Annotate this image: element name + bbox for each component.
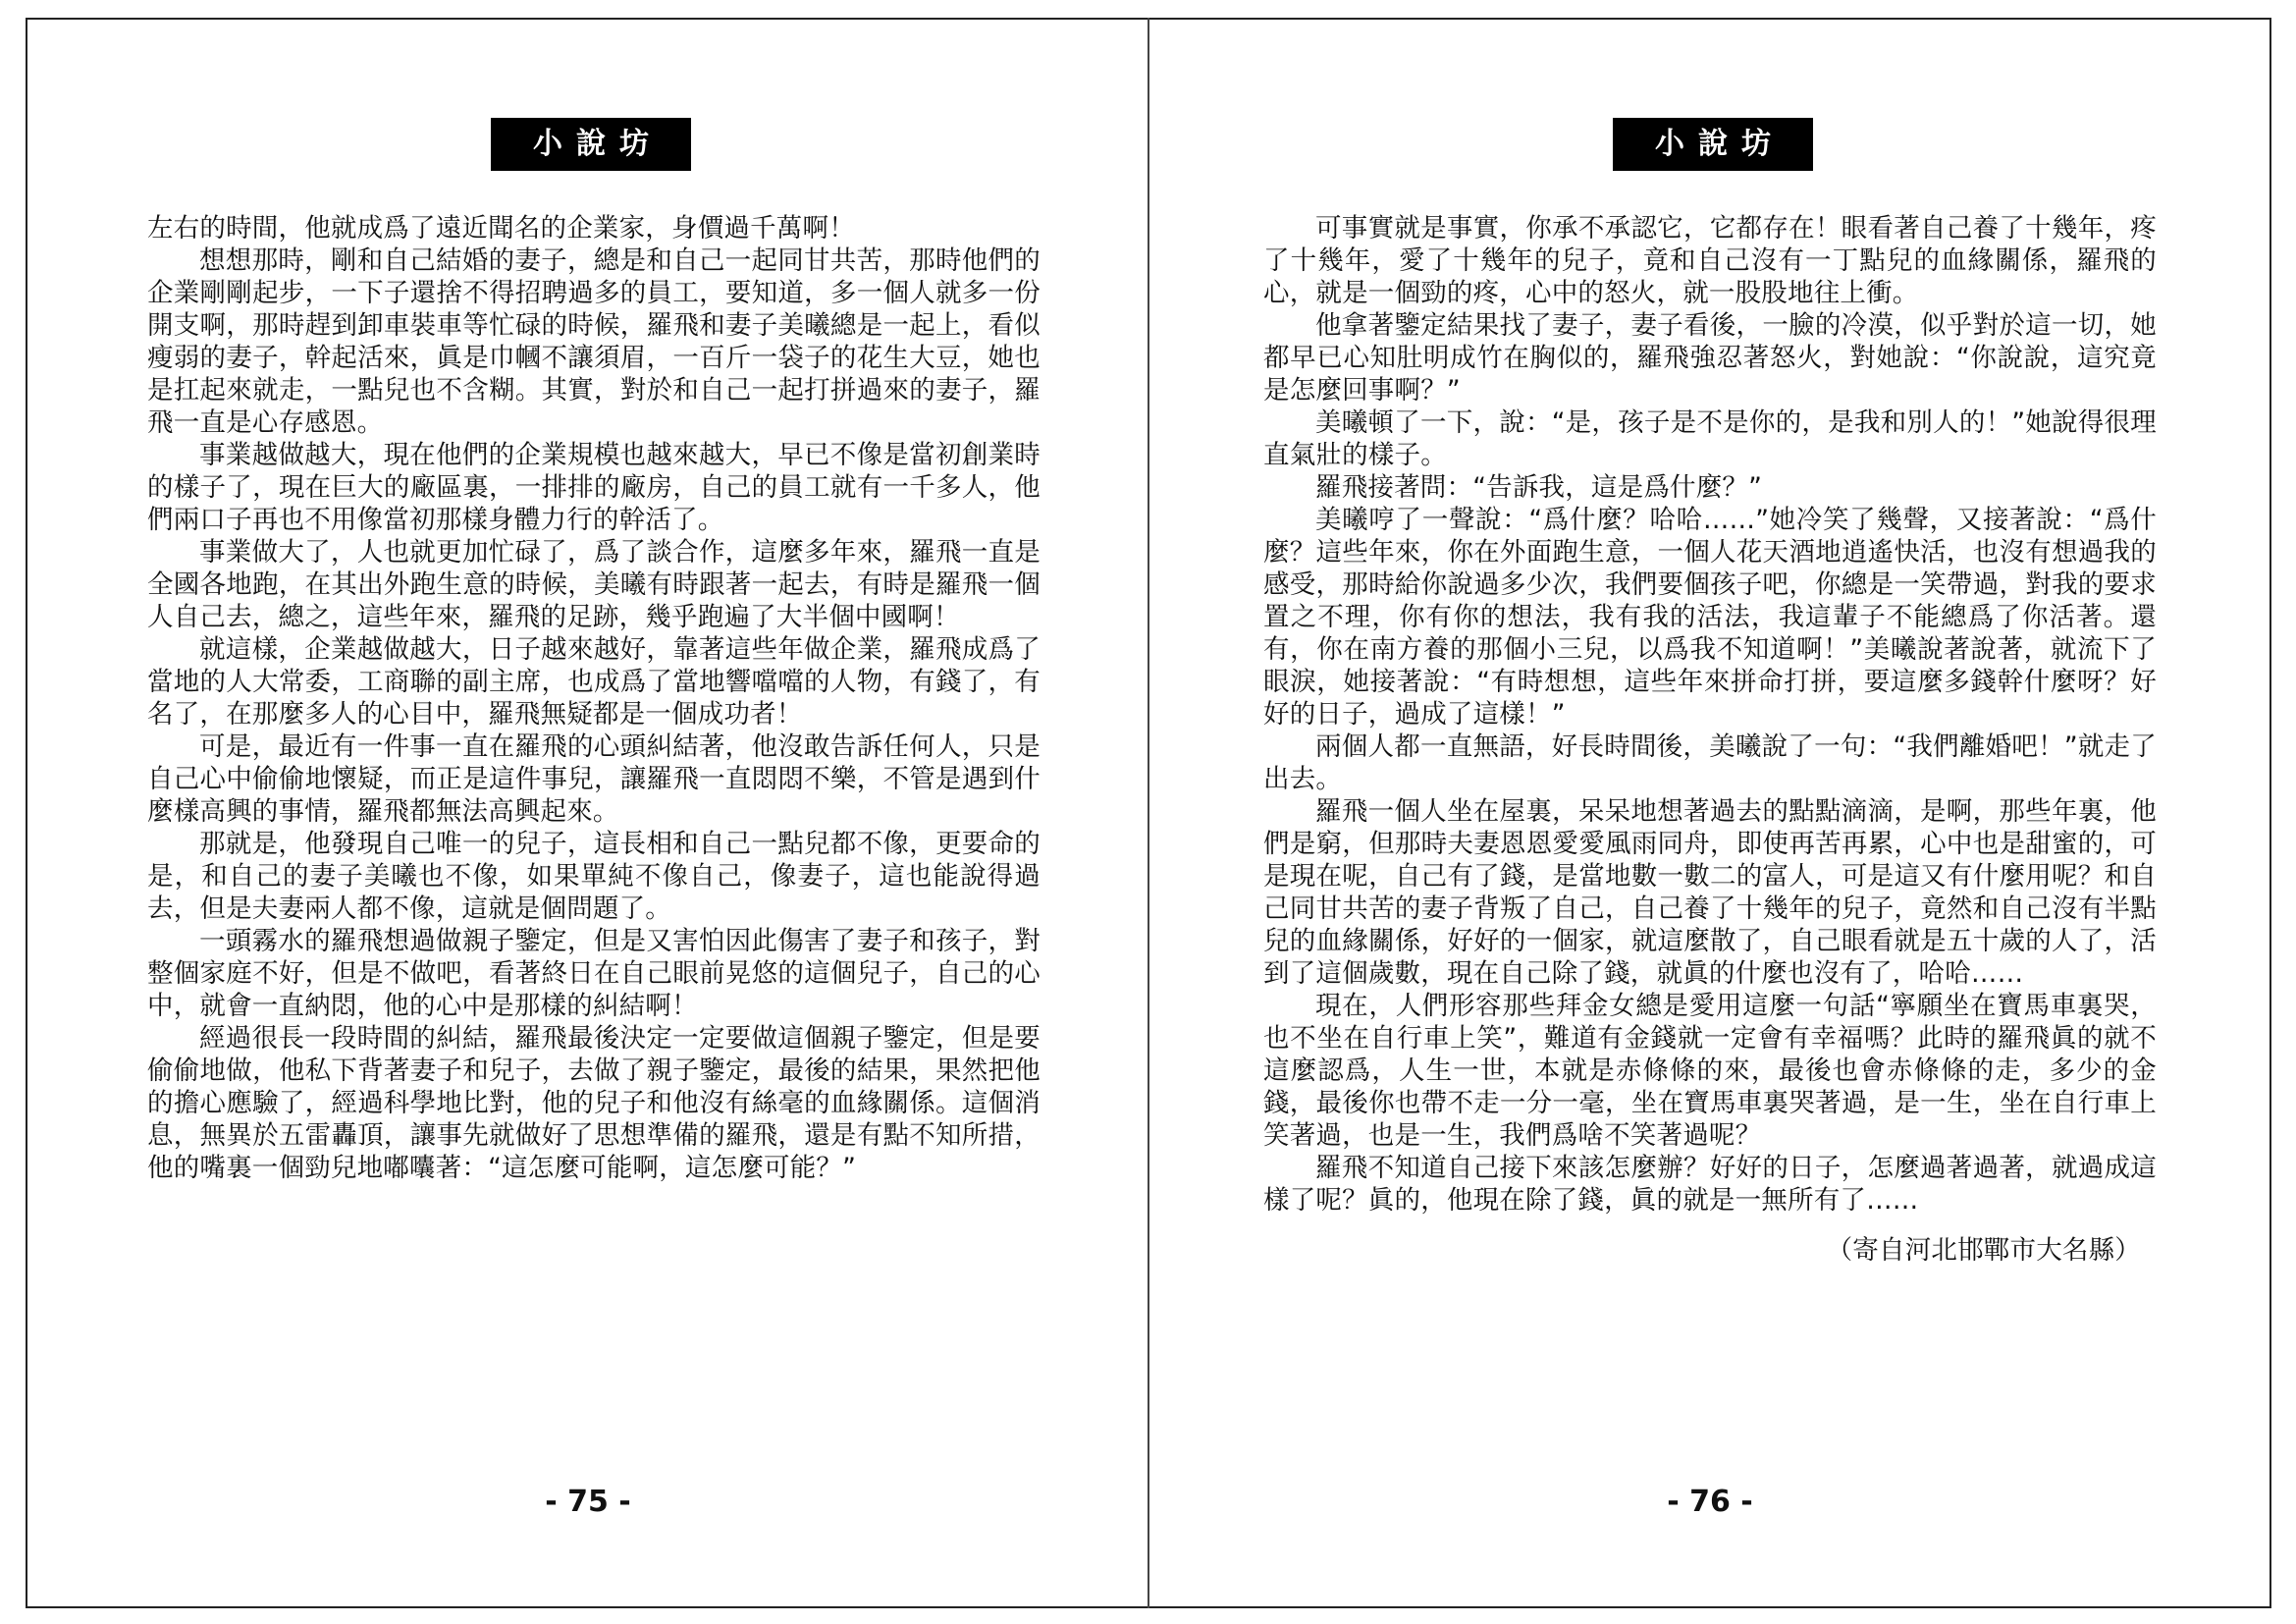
- paragraph: 羅飛不知道自己接下來該怎麼辦？好好的日子，怎麼過著過著，就過成這樣了呢？眞的，他現在除了錢，眞的就是一無所有了……: [1263, 1153, 2157, 1216]
- paragraph: 想想那時，剛和自己結婚的妻子，總是和自己一起同甘共苦，那時他們的企業剛剛起步，一下子還捨不得招聘過多的員工，要知道，多一個人就多一份開支啊，那時趕到卸車裝車等忙碌的時候，羅飛和妻子美曦總是一起上，看似瘦弱的妻子，幹起活來，眞是巾幗不讓須眉，一百斤一袋子的花生大豆，她也是扛起來就走，一點兒也不含糊。其實，對於和自己一起打拼過來的妻子，羅飛一直是心存感恩。: [147, 245, 1041, 438]
- paragraph: 那就是，他發現自己唯一的兒子，這長相和自己一點兒都不像，更要命的是，和自己的妻子美曦也不像，如果單純不像自己，像妻子，這也能說得過去，但是夫妻兩人都不像，這就是個問題了。: [147, 829, 1041, 924]
- article-body: [1263, 212, 2157, 1267]
- page-number: - 76 -: [1667, 1485, 1753, 1519]
- paragraph: 事業做大了，人也就更加忙碌了，爲了談合作，這麼多年來，羅飛一直是全國各地跑，在其出外跑生意的時候，美曦有時跟著一起去，有時是羅飛一個人自己去，總之，這些年來，羅飛的足跡，幾乎跑遍了大半個中國啊！: [147, 537, 1041, 632]
- right-page: [1149, 18, 2271, 1608]
- paragraph: 美曦哼了一聲說：“爲什麼？哈哈……”她冷笑了幾聲，又接著說：“爲什麼？這些年來，你在外面跑生意，一個人花天酒地逍遙快活，也沒有想過我的感受，那時給你說過多少次，我們要個孩子吧，你總是一笑帶過，對我的要求置之不理，你有你的想法，我有我的活法，我這輩子不能總爲了你活著。還有，你在南方養的那個小三兒，以爲我不知道啊！”美曦說著說著，就流下了眼淚，她接著說：“有時想想，這些年來拼命打拼，要這麼多錢幹什麼呀？好好的日子，過成了這樣！”: [1263, 505, 2157, 730]
- author-signature: （寄自河北邯鄲市大名縣）: [1826, 1235, 2141, 1266]
- paragraph: 他拿著鑒定結果找了妻子，妻子看後，一臉的冷漠，似乎對於這一切，她都早已心知肚明成竹在胸似的，羅飛強忍著怒火，對她說：“你說說，這究竟是怎麼回事啊？”: [1263, 310, 2157, 406]
- paragraph: 就這樣，企業越做越大，日子越來越好，靠著這些年做企業，羅飛成爲了當地的人大常委，工商聯的副主席，也成爲了當地響噹噹的人物，有錢了，有名了，在那麼多人的心目中，羅飛無疑都是一個成功者！: [147, 634, 1041, 730]
- paragraph: 事業越做越大，現在他們的企業規模也越來越大，早已不像是當初創業時的樣子了，現在巨大的廠區裏，一排排的廠房，自己的員工就有一千多人，他們兩口子再也不用像當初那樣身體力行的幹活了。: [147, 440, 1041, 535]
- article-body: [147, 212, 1041, 1184]
- paragraph: 一頭霧水的羅飛想過做親子鑒定，但是又害怕因此傷害了妻子和孩子，對整個家庭不好，但是不做吧，看著終日在自己眼前晃悠的這個兒子，自己的心中，就會一直納悶，他的心中是那樣的糾結啊！: [147, 926, 1041, 1021]
- paragraph: 美曦頓了一下，說：“是，孩子是不是你的，是我和別人的！”她說得很理直氣壯的樣子。: [1263, 407, 2157, 470]
- paragraph: 左右的時間，他就成爲了遠近聞名的企業家，身價過千萬啊！: [147, 213, 855, 244]
- paragraph: 羅飛一個人坐在屋裏，呆呆地想著過去的點點滴滴，是啊，那些年裏，他們是窮，但那時夫妻恩恩愛愛風雨同舟，即使再苦再累，心中也是甜蜜的，可是現在呢，自己有了錢，是當地數一數二的富人，可是這又有什麼用呢？和自己同甘共苦的妻子背叛了自己，自己養了十幾年的兒子，竟然和自己沒有半點兒的血緣關係，好好的一個家，就這麼散了，自己眼看就是五十歲的人了，活到了這個歲數，現在自己除了錢，就眞的什麼也沒有了，哈哈……: [1263, 796, 2157, 989]
- paragraph: 現在，人們形容那些拜金女總是愛用這麼一句話“寧願坐在寶馬車裏哭，也不坐在自行車上笑”，難道有金錢就一定會有幸福嗎？此時的羅飛眞的就不這麼認爲，人生一世，本就是赤條條的來，最後也會赤條條的走，多少的金錢，最後你也帶不走一分一毫，坐在寶馬車裏哭著過，是一生，坐在自行車上笑著過，也是一生，我們爲啥不笑著過呢？: [1263, 991, 2157, 1151]
- paragraph: 羅飛接著問：“告訴我，這是爲什麼？”: [1315, 472, 1763, 503]
- page-number: - 75 -: [545, 1485, 631, 1519]
- section-header-box: 小說坊: [491, 118, 691, 171]
- left-page: [26, 18, 1148, 1608]
- section-header-box: 小說坊: [1613, 118, 1813, 171]
- paragraph: 兩個人都一直無語，好長時間後，美曦說了一句：“我們離婚吧！”就走了出去。: [1263, 731, 2157, 794]
- paragraph: 可是，最近有一件事一直在羅飛的心頭糾結著，他沒敢告訴任何人，只是自己心中偷偷地懷疑，而正是這件事兒，讓羅飛一直悶悶不樂，不管是遇到什麼樣高興的事情，羅飛都無法高興起來。: [147, 731, 1041, 827]
- paragraph: 可事實就是事實，你承不承認它，它都存在！眼看著自己養了十幾年，疼了十幾年，愛了十幾年的兒子，竟和自己沒有一丁點兒的血緣關係，羅飛的心，就是一個勁的疼，心中的怒火，就一股股地往上衝。: [1263, 213, 2157, 308]
- paragraph: 經過很長一段時間的糾結，羅飛最後決定一定要做這個親子鑒定，但是要偷偷地做，他私下背著妻子和兒子，去做了親子鑒定，最後的結果，果然把他的擔心應驗了，經過科學地比對，他的兒子和他沒有絲毫的血緣關係。這個消息，無異於五雷轟頂，讓事先就做好了思想準備的羅飛，還是有點不知所措，他的嘴裏一個勁兒地嘟囔著：“這怎麼可能啊，這怎麼可能？”: [147, 1023, 1041, 1183]
